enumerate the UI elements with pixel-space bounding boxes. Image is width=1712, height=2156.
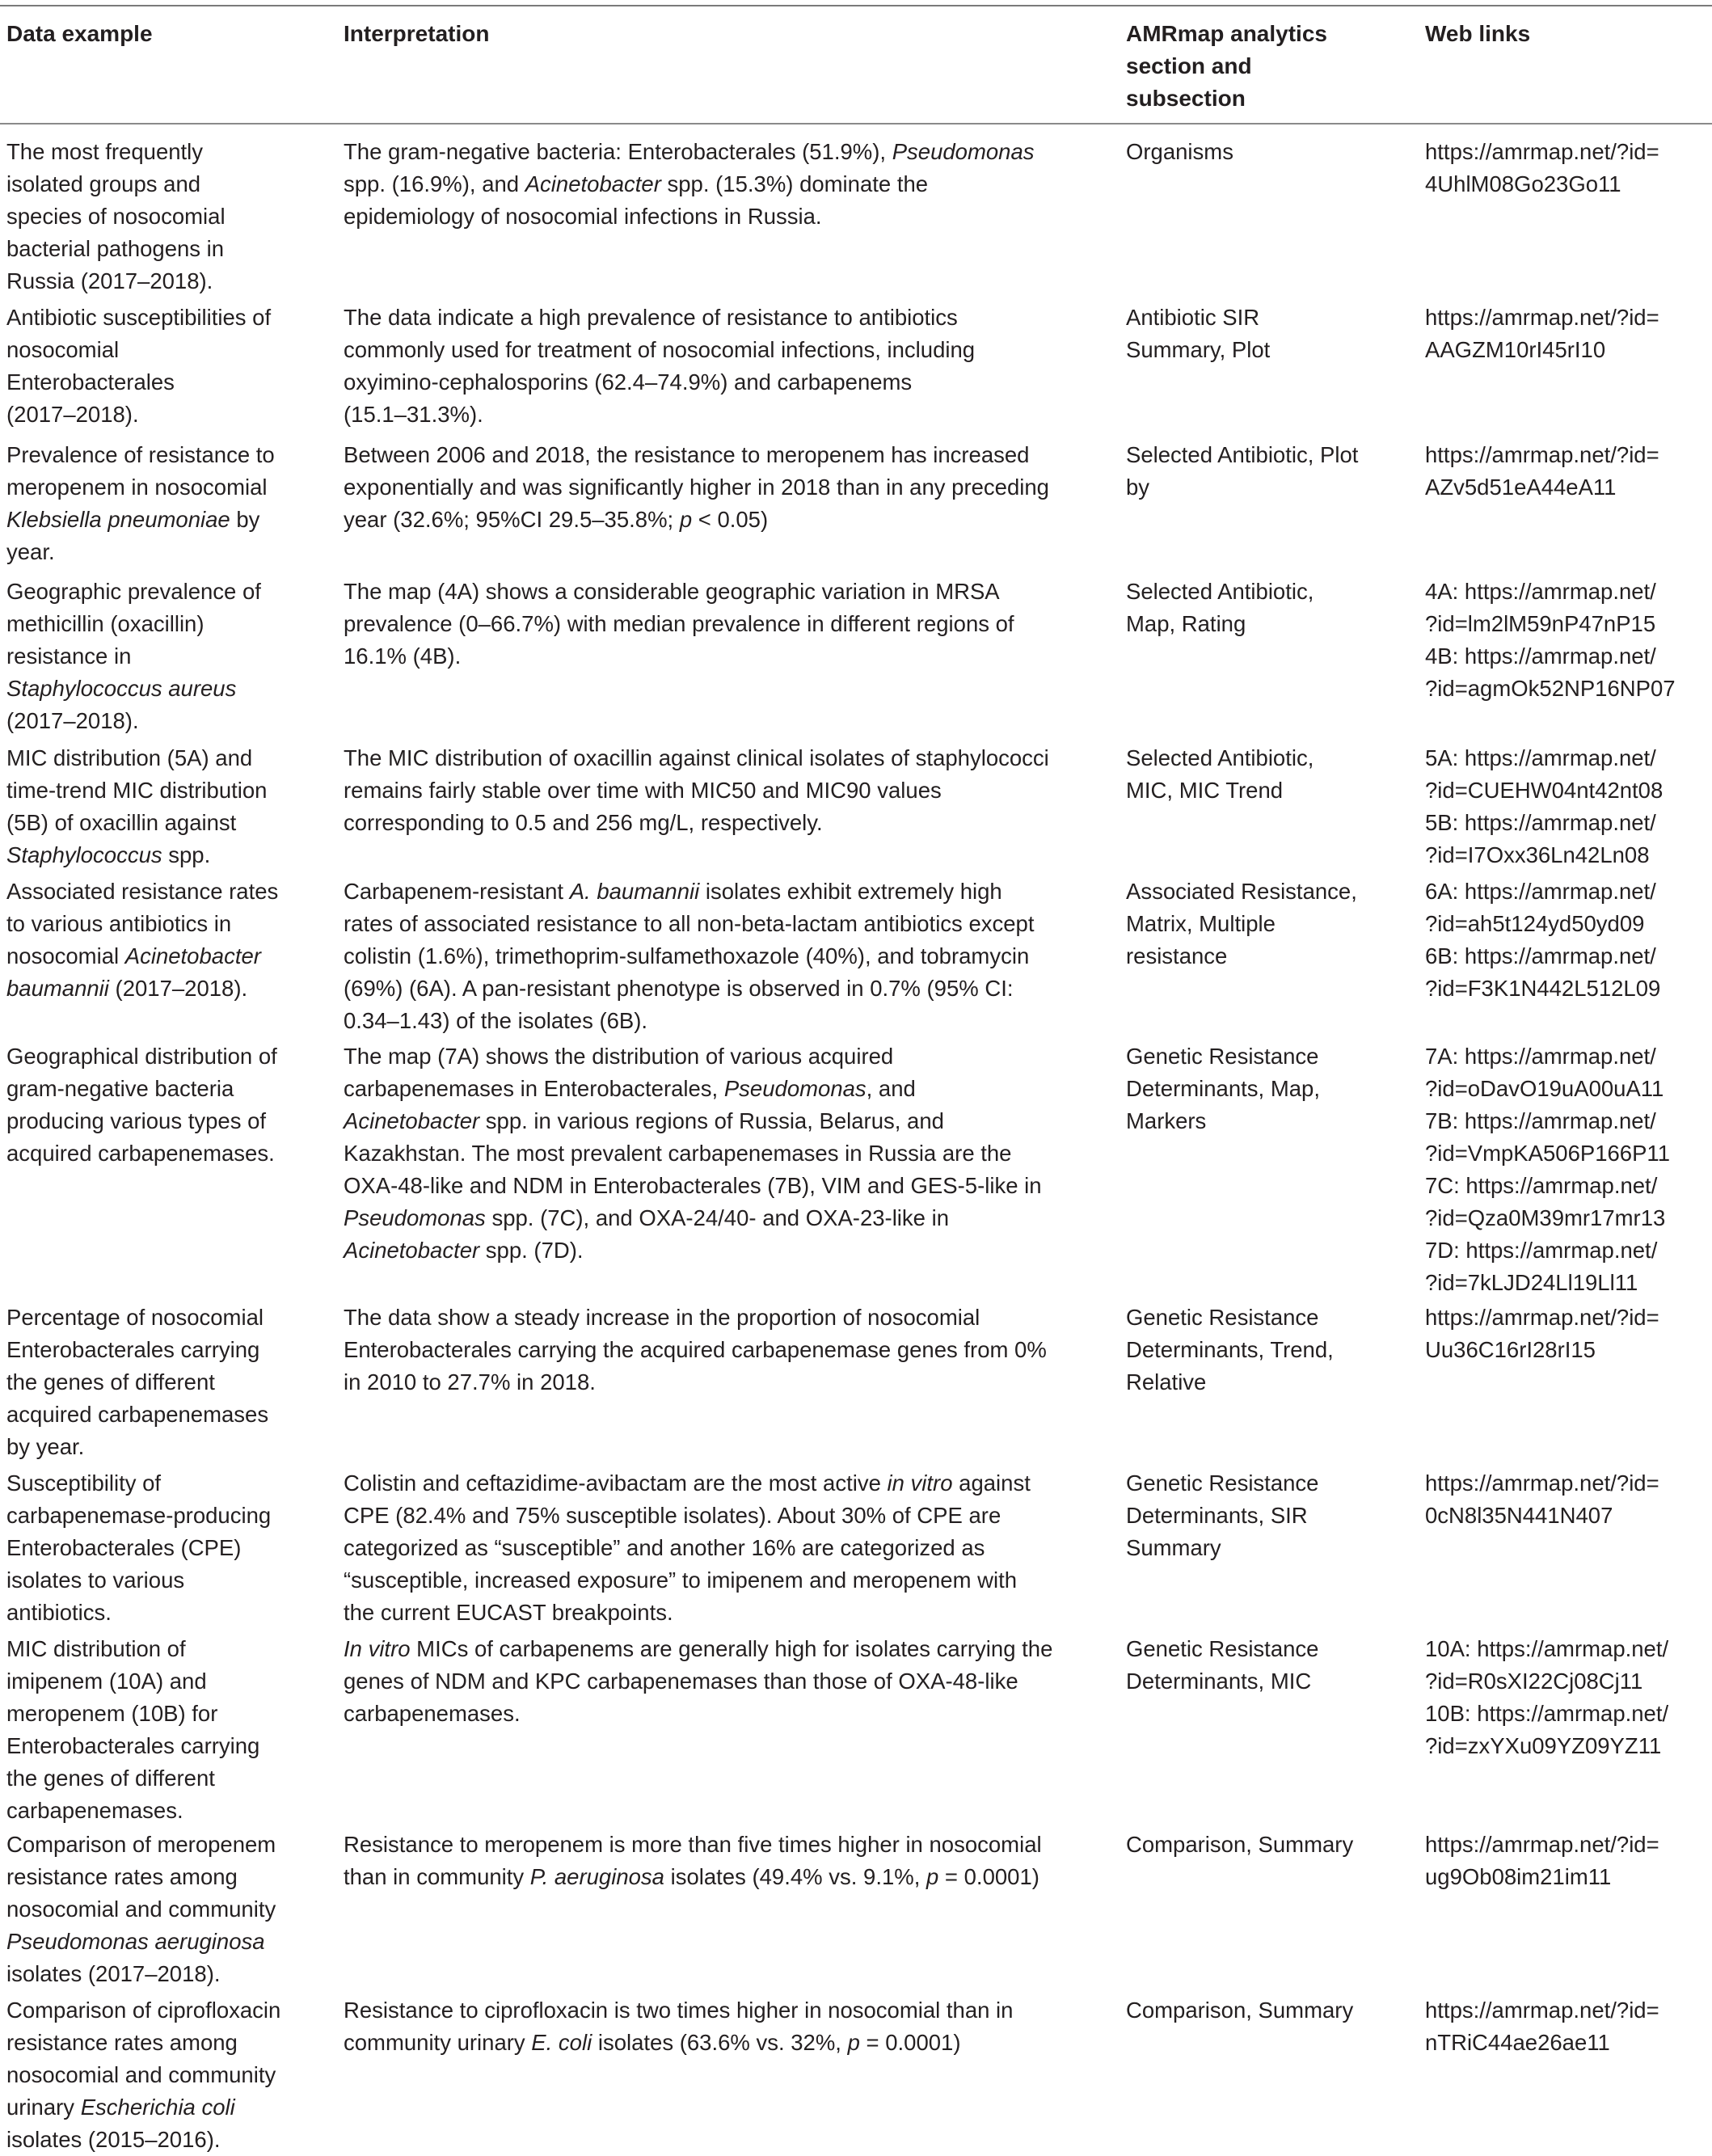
cell-amrmap-section — [1126, 576, 1401, 640]
text-line: ?id=7kLJD24Ll19Ll11 — [1425, 1270, 1638, 1295]
text-line: Comparison, Summary — [1126, 1998, 1354, 2023]
text-line: baumannii (2017–2018). — [6, 976, 248, 1001]
text-line: isolated groups and — [6, 171, 201, 196]
header-rule — [0, 123, 1712, 124]
text-line: time-trend MIC distribution — [6, 778, 268, 803]
text-line: by year. — [6, 1434, 85, 1459]
text-line: MIC, MIC Trend — [1126, 778, 1284, 803]
text-line: 7B: https://amrmap.net/ — [1425, 1108, 1656, 1133]
cell-web-link[interactable] — [1425, 136, 1712, 200]
italic-term: Acinetobacter — [525, 171, 661, 196]
text-line: the genes of different — [6, 1766, 215, 1791]
text-line: Enterobacterales carrying — [6, 1733, 260, 1758]
text-line: Enterobacterales — [6, 369, 175, 394]
text-line: spp. (16.9%), and Acinetobacter spp. (15.3%) dominate the — [344, 171, 929, 196]
text-line: resistance — [1126, 943, 1228, 968]
text-line: Determinants, Map, — [1126, 1076, 1320, 1101]
text-line: Organisms — [1126, 139, 1233, 164]
text-line: 5A: https://amrmap.net/ — [1425, 745, 1656, 770]
header-interpretation: Interpretation — [344, 21, 490, 46]
cell-interpretation — [344, 136, 1111, 233]
italic-term: p — [926, 1864, 939, 1889]
cell-data-example — [6, 1040, 330, 1170]
cell-interpretation — [344, 1040, 1111, 1267]
text-line: Genetic Resistance — [1126, 1636, 1319, 1661]
text-line: ?id=R0sXI22Cj08Cj11 — [1425, 1669, 1643, 1694]
text-line: the current EUCAST breakpoints. — [344, 1600, 673, 1625]
text-line: Staphylococcus spp. — [6, 842, 211, 867]
text-line: 10B: https://amrmap.net/ — [1425, 1701, 1669, 1726]
text-line: 16.1% (4B). — [344, 643, 462, 669]
text-line: Determinants, SIR — [1126, 1503, 1308, 1528]
text-line: Determinants, MIC — [1126, 1669, 1312, 1694]
text-line: (15.1–31.3%). — [344, 402, 483, 427]
text-line: Resistance to meropenem is more than five times higher in nosocomial — [344, 1832, 1042, 1857]
cell-web-link[interactable] — [1425, 1829, 1712, 1893]
text-line: ug9Ob08im21im11 — [1425, 1864, 1612, 1889]
header-data-example: Data example — [6, 21, 153, 46]
text-line: community urinary E. coli isolates (63.6% vs. 32%, p = 0.0001) — [344, 2030, 961, 2055]
text-line: The map (7A) shows the distribution of various acquired — [344, 1044, 894, 1069]
text-line: ?id=CUEHW04nt42nt08 — [1425, 778, 1664, 803]
text-line: methicillin (oxacillin) — [6, 611, 205, 636]
italic-term: Pseudomonas — [344, 1205, 486, 1230]
text-line: prevalence (0–66.7%) with median prevalence in different regions of — [344, 611, 1014, 636]
text-line: remains fairly stable over time with MIC50 and MIC90 values — [344, 778, 942, 803]
cell-interpretation — [344, 875, 1111, 1037]
text-line: The map (4A) shows a considerable geographic variation in MRSA — [344, 579, 1000, 604]
text-line: gram-negative bacteria — [6, 1076, 234, 1101]
italic-term: p — [679, 507, 693, 532]
text-line: Susceptibility of — [6, 1470, 162, 1496]
text-line: Geographical distribution of — [6, 1044, 277, 1069]
text-line: 4B: https://amrmap.net/ — [1425, 643, 1656, 669]
text-line: Comparison, Summary — [1126, 1832, 1354, 1857]
text-line: corresponding to 0.5 and 256 mg/L, respectively. — [344, 810, 823, 835]
cell-data-example — [6, 576, 330, 737]
cell-web-link[interactable] — [1425, 1994, 1712, 2059]
text-line: https://amrmap.net/?id= — [1425, 305, 1659, 330]
italic-term: A. baumannii — [569, 879, 700, 904]
text-line: year. — [6, 539, 55, 564]
text-line: (69%) (6A). A pan-resistant phenotype is observed in 0.7% (95% CI: — [344, 976, 1014, 1001]
text-line: (2017–2018). — [6, 402, 139, 427]
text-line: https://amrmap.net/?id= — [1425, 442, 1659, 467]
text-line: Resistance to ciprofloxacin is two times higher in nosocomial than in — [344, 1998, 1014, 2023]
cell-amrmap-section — [1126, 1994, 1401, 2027]
text-line: isolates (2015–2016). — [6, 2127, 221, 2152]
text-line: ?id=ah5t124yd50yd09 — [1425, 911, 1645, 936]
text-line: nosocomial — [6, 337, 120, 362]
text-line: Uu36C16rI28rI15 — [1425, 1337, 1596, 1362]
text-line: colistin (1.6%), trimethoprim-sulfamethoxazole (40%), and tobramycin — [344, 943, 1030, 968]
cell-amrmap-section — [1126, 1829, 1401, 1861]
cell-data-example — [6, 136, 330, 297]
text-line: meropenem in nosocomial — [6, 475, 268, 500]
text-line: Matrix, Multiple — [1126, 911, 1276, 936]
text-line: carbapenemases in Enterobacterales, Pseudomonas, and — [344, 1076, 916, 1101]
cell-data-example — [6, 302, 330, 431]
text-line: Summary, Plot — [1126, 337, 1271, 362]
text-line: 0.34–1.43) of the isolates (6B). — [344, 1008, 648, 1033]
cell-interpretation — [344, 1829, 1111, 1893]
cell-web-link[interactable] — [1425, 576, 1712, 705]
italic-term: Staphylococcus — [6, 842, 162, 867]
cell-web-link[interactable] — [1425, 1302, 1712, 1366]
text-line: Enterobacterales carrying the acquired carbapenemase genes from 0% — [344, 1337, 1047, 1362]
text-line: acquired carbapenemases. — [6, 1141, 275, 1166]
text-line: Antibiotic SIR — [1126, 305, 1260, 330]
italic-term: baumannii — [6, 976, 109, 1001]
text-line: The gram-negative bacteria: Enterobacterales (51.9%), Pseudomonas — [344, 139, 1035, 164]
text-line: The MIC distribution of oxacillin against clinical isolates of staphylococci — [344, 745, 1049, 770]
cell-interpretation — [344, 742, 1111, 839]
text-line: the genes of different — [6, 1369, 215, 1394]
text-line: Kazakhstan. The most prevalent carbapenemases in Russia are the — [344, 1141, 1012, 1166]
text-line: categorized as “susceptible” and another 16% are categorized as — [344, 1535, 985, 1560]
italic-term: Escherichia coli — [80, 2095, 235, 2120]
text-line: Relative — [1126, 1369, 1207, 1394]
text-line: isolates to various — [6, 1567, 185, 1593]
text-line: ?id=Qza0M39mr17mr13 — [1425, 1205, 1666, 1230]
header-web-links: Web links — [1425, 21, 1531, 46]
cell-amrmap-section — [1126, 875, 1401, 973]
cell-amrmap-section — [1126, 1302, 1401, 1399]
text-line: resistance in — [6, 643, 132, 669]
text-line: nosocomial Acinetobacter — [6, 943, 261, 968]
italic-term: p — [847, 2030, 860, 2055]
text-line: than in community P. aeruginosa isolates (49.4% vs. 9.1%, p = 0.0001) — [344, 1864, 1039, 1889]
cell-web-link[interactable] — [1425, 439, 1712, 504]
italic-term: Staphylococcus aureus — [6, 676, 237, 701]
text-line: epidemiology of nosocomial infections in Russia. — [344, 204, 822, 229]
text-line: The most frequently — [6, 139, 204, 164]
italic-term: Acinetobacter — [124, 943, 261, 968]
text-line: carbapenemases. — [344, 1701, 521, 1726]
text-line: Markers — [1126, 1108, 1207, 1133]
text-line: ?id=agmOk52NP16NP07 — [1425, 676, 1676, 701]
text-line: 10A: https://amrmap.net/ — [1425, 1636, 1669, 1661]
text-line: ?id=zxYXu09YZ09YZ11 — [1425, 1733, 1662, 1758]
text-line: Russia (2017–2018). — [6, 268, 213, 293]
text-line: producing various types of — [6, 1108, 267, 1133]
text-line — [6, 1926, 330, 1958]
italic-term: Pseudomonas aeruginosa — [6, 1929, 265, 1954]
cell-interpretation — [344, 1302, 1111, 1399]
text-line: ?id=I7Oxx36Ln42Ln08 — [1425, 842, 1650, 867]
cell-data-example — [6, 439, 330, 568]
text-line: antibiotics. — [6, 1600, 112, 1625]
text-line: resistance rates among — [6, 1864, 238, 1889]
text-line: to various antibiotics in — [6, 911, 232, 936]
text-line: Comparison of ciprofloxacin — [6, 1998, 281, 2023]
text-line: Map, Rating — [1126, 611, 1246, 636]
text-line: 5B: https://amrmap.net/ — [1425, 810, 1656, 835]
text-line: oxyimino-cephalosporins (62.4–74.9%) and carbapenems — [344, 369, 913, 394]
text-line: commonly used for treatment of nosocomial infections, including — [344, 337, 976, 362]
cell-web-link[interactable] — [1425, 875, 1712, 1005]
text-line: by — [1126, 475, 1150, 500]
cell-amrmap-section — [1126, 1633, 1401, 1698]
text-line: carbapenemases. — [6, 1798, 183, 1823]
cell-web-link[interactable] — [1425, 742, 1712, 871]
italic-term: P. aeruginosa — [529, 1864, 664, 1889]
italic-term: Acinetobacter — [344, 1108, 480, 1133]
text-line: 7C: https://amrmap.net/ — [1425, 1173, 1658, 1198]
text-line: in 2010 to 27.7% in 2018. — [344, 1369, 596, 1394]
cell-data-example — [6, 1633, 330, 1827]
text-line: CPE (82.4% and 75% susceptible isolates). About 30% of CPE are — [344, 1503, 1001, 1528]
text-line: nTRiC44ae26ae11 — [1425, 2030, 1610, 2055]
text-line: Acinetobacter spp. in various regions of Russia, Belarus, and — [344, 1108, 944, 1133]
text-line: Genetic Resistance — [1126, 1305, 1319, 1330]
text-line: Geographic prevalence of — [6, 579, 261, 604]
text-line: https://amrmap.net/?id= — [1425, 1470, 1659, 1496]
cell-web-link[interactable] — [1425, 302, 1712, 366]
italic-term: E. coli — [531, 2030, 592, 2055]
text-line: (5B) of oxacillin against — [6, 810, 237, 835]
text-line: ?id=F3K1N442L512L09 — [1425, 976, 1661, 1001]
text-line: https://amrmap.net/?id= — [1425, 1832, 1659, 1857]
cell-amrmap-section — [1126, 439, 1401, 504]
italic-term: Klebsiella pneumoniae — [6, 507, 230, 532]
text-line: The data show a steady increase in the proportion of nosocomial — [344, 1305, 980, 1330]
cell-amrmap-section — [1126, 742, 1401, 807]
text-line: Between 2006 and 2018, the resistance to meropenem has increased — [344, 442, 1030, 467]
header-amrmap-section: AMRmap analytics section and subsection — [1126, 21, 1327, 111]
text-line: https://amrmap.net/?id= — [1425, 1305, 1659, 1330]
text-line: carbapenemase-producing — [6, 1503, 272, 1528]
text-line: nosocomial and community — [6, 1897, 276, 1922]
text-line: AAGZM10rI45rI10 — [1425, 337, 1606, 362]
text-line: MIC distribution (5A) and — [6, 745, 253, 770]
italic-term: in vitro — [887, 1470, 953, 1496]
text-line: OXA-48-like and NDM in Enterobacterales (7B), VIM and GES-5-like in — [344, 1173, 1042, 1198]
cell-interpretation — [344, 439, 1111, 536]
cell-data-example — [6, 1994, 330, 2156]
cell-data-example — [6, 742, 330, 871]
cell-web-link[interactable] — [1425, 1467, 1712, 1532]
cell-data-example — [6, 1829, 330, 1990]
cell-amrmap-section — [1126, 302, 1401, 366]
text-line: “susceptible, increased exposure” to imipenem and meropenem with — [344, 1567, 1018, 1593]
text-line: 6A: https://amrmap.net/ — [1425, 879, 1656, 904]
text-line: In vitro MICs of carbapenems are generally high for isolates carrying the — [344, 1636, 1053, 1661]
text-line: urinary Escherichia coli — [6, 2095, 235, 2120]
text-line: The data indicate a high prevalence of resistance to antibiotics — [344, 305, 958, 330]
text-line: Associated resistance rates — [6, 879, 279, 904]
cell-interpretation — [344, 1633, 1111, 1730]
text-line: genes of NDM and KPC carbapenemases than those of OXA-48-like — [344, 1669, 1018, 1694]
cell-data-example — [6, 1467, 330, 1629]
text-line: Genetic Resistance — [1126, 1470, 1319, 1496]
text-line: Associated Resistance, — [1126, 879, 1357, 904]
italic-term: Pseudomonas — [723, 1076, 867, 1101]
text-line: Prevalence of resistance to — [6, 442, 275, 467]
cell-amrmap-section — [1126, 136, 1401, 168]
cell-interpretation — [344, 302, 1111, 431]
text-line: https://amrmap.net/?id= — [1425, 139, 1659, 164]
cell-web-link[interactable] — [1425, 1040, 1712, 1299]
text-line: resistance rates among — [6, 2030, 238, 2055]
cell-web-link[interactable] — [1425, 1633, 1712, 1762]
text-line: 0cN8l35N441N407 — [1425, 1503, 1613, 1528]
text-line: meropenem (10B) for — [6, 1701, 218, 1726]
text-line: Selected Antibiotic, Plot — [1126, 442, 1359, 467]
cell-amrmap-section — [1126, 1467, 1401, 1564]
text-line: Pseudomonas spp. (7C), and OXA-24/40- and OXA-23-like in — [344, 1205, 950, 1230]
text-line: year (32.6%; 95%CI 29.5–35.8%; p < 0.05) — [344, 507, 769, 532]
text-line: ?id=oDavO19uA00uA11 — [1425, 1076, 1664, 1101]
cell-interpretation — [344, 1994, 1111, 2059]
text-line: Antibiotic susceptibilities of — [6, 305, 272, 330]
text-line: https://amrmap.net/?id= — [1425, 1998, 1659, 2023]
text-line: 7D: https://amrmap.net/ — [1425, 1238, 1658, 1263]
italic-term: Pseudomonas — [892, 139, 1035, 164]
text-line: Selected Antibiotic, — [1126, 579, 1314, 604]
text-line: acquired carbapenemases — [6, 1402, 269, 1427]
text-line: nosocomial and community — [6, 2062, 276, 2087]
text-line: MIC distribution of — [6, 1636, 186, 1661]
text-line: (2017–2018). — [6, 708, 139, 733]
text-line: AZv5d51eA44eA11 — [1425, 475, 1617, 500]
text-line: Determinants, Trend, — [1126, 1337, 1334, 1362]
text-line: Percentage of nosocomial — [6, 1305, 264, 1330]
text-line: Enterobacterales (CPE) — [6, 1535, 242, 1560]
italic-term: Acinetobacter — [344, 1238, 480, 1263]
text-line: exponentially and was significantly higher in 2018 than in any preceding — [344, 475, 1049, 500]
text-line: 6B: https://amrmap.net/ — [1425, 943, 1656, 968]
text-line: 7A: https://amrmap.net/ — [1425, 1044, 1656, 1069]
text-line: bacterial pathogens in — [6, 236, 225, 261]
text-line: Summary — [1126, 1535, 1221, 1560]
text-line: Acinetobacter spp. (7D). — [344, 1238, 584, 1263]
cell-interpretation — [344, 576, 1111, 673]
text-line: Comparison of meropenem — [6, 1832, 276, 1857]
text-line: ?id=lm2lM59nP47nP15 — [1425, 611, 1656, 636]
text-line — [6, 673, 330, 705]
text-line: Klebsiella pneumoniae by — [6, 507, 260, 532]
italic-term: In vitro — [344, 1636, 411, 1661]
cell-data-example — [6, 1302, 330, 1463]
text-line: species of nosocomial — [6, 204, 226, 229]
text-line: rates of associated resistance to all non-beta-lactam antibiotics except — [344, 911, 1035, 936]
cell-interpretation — [344, 1467, 1111, 1629]
text-line: 4A: https://amrmap.net/ — [1425, 579, 1656, 604]
text-line: 4UhlM08Go23Go11 — [1425, 171, 1621, 196]
cell-data-example — [6, 875, 330, 1005]
text-line: imipenem (10A) and — [6, 1669, 207, 1694]
top-rule — [0, 5, 1712, 6]
text-line: Selected Antibiotic, — [1126, 745, 1314, 770]
text-line: Colistin and ceftazidime-avibactam are the most active in vitro against — [344, 1470, 1031, 1496]
text-line: ?id=VmpKA506P166P11 — [1425, 1141, 1670, 1166]
cell-amrmap-section — [1126, 1040, 1401, 1137]
text-line: Enterobacterales carrying — [6, 1337, 260, 1362]
text-line: Genetic Resistance — [1126, 1044, 1319, 1069]
text-line: Carbapenem-resistant A. baumannii isolates exhibit extremely high — [344, 879, 1002, 904]
text-line: isolates (2017–2018). — [6, 1961, 221, 1986]
